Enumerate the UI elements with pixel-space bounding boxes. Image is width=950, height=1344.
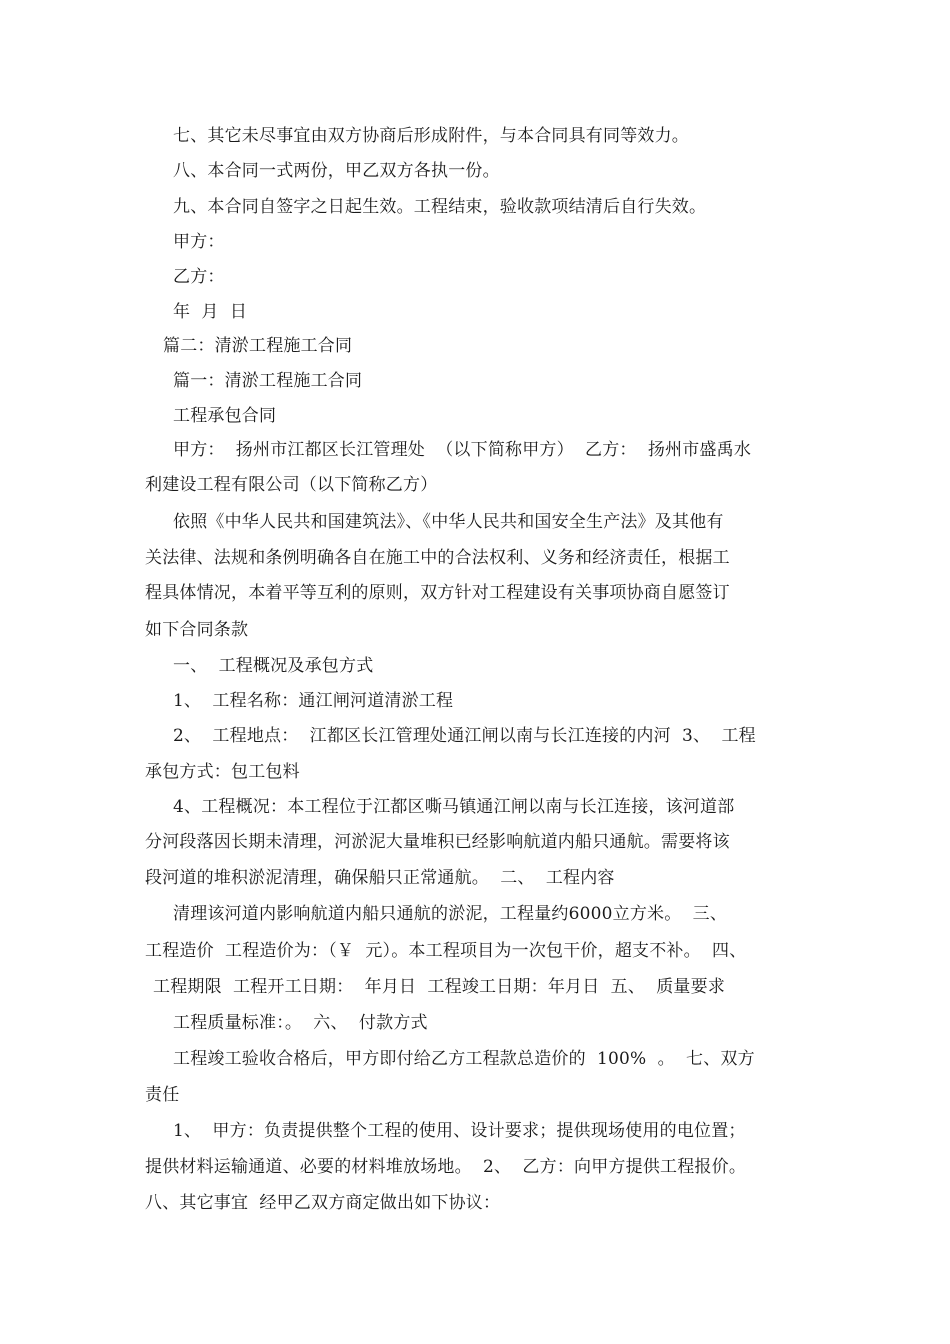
- project-cost: 工程造价 工程造价为：（￥ 元）。本工程项目为一次包干价，超支不补。 四、: [145, 941, 747, 961]
- parties-line-1: 甲方： 扬州市江都区长江管理处 （以下简称甲方） 乙方： 扬州市盛禹水: [173, 440, 752, 460]
- signature-date: 年 月 日: [173, 302, 248, 322]
- preamble-line-1: 依照《中华人民共和国建筑法》、《中华人民共和国安全生产法》及其他有: [173, 512, 724, 532]
- clause-9: 九、本合同自签字之日起生效。工程结束，验收款项结清后自行失效。: [173, 197, 707, 217]
- project-name: 1、 工程名称：通江闸河道清淤工程: [173, 691, 454, 711]
- payment-terms-line-2: 责任: [145, 1085, 180, 1105]
- clause-7: 七、其它未尽事宜由双方协商后形成附件，与本合同具有同等效力。: [173, 126, 689, 146]
- section-1-heading: 一、 工程概况及承包方式: [173, 656, 374, 676]
- project-overview-line-2: 分河段落因长期未清理，河淤泥大量堆积已经影响航道内船只通航。需要将该: [145, 832, 730, 852]
- other-matters: 八、其它事宜 经甲乙双方商定做出如下协议：: [145, 1193, 501, 1213]
- parties-line-2: 利建设工程有限公司（以下简称乙方）: [145, 475, 438, 495]
- quality-standard: 工程质量标准：。 六、 付款方式: [173, 1013, 428, 1033]
- payment-terms-line-1: 工程竣工验收合格后，甲方即付给乙方工程款总造价的 100% 。 七、双方: [173, 1049, 755, 1069]
- preamble-line-2: 关法律、法规和条例明确各自在施工中的合法权利、义务和经济责任，根据工: [145, 548, 730, 568]
- contract-title: 工程承包合同: [173, 406, 277, 426]
- preamble-line-4: 如下合同条款: [145, 620, 249, 640]
- project-overview-line-3: 段河道的堆积淤泥清理，确保船只正常通航。 二、 工程内容: [145, 868, 615, 888]
- project-overview-line-1: 4、工程概况：本工程位于江都区嘶马镇通江闸以南与长江连接，该河道部: [173, 797, 735, 817]
- project-schedule: 工程期限 工程开工日期： 年月日 工程竣工日期：年月日 五、 质量要求: [153, 977, 726, 997]
- work-content: 清理该河道内影响航道内船只通航的淤泥，工程量约6000立方米。 三、: [173, 904, 728, 924]
- party-a-duties: 1、 甲方：负责提供整个工程的使用、设计要求；提供现场使用的电位置；: [173, 1121, 746, 1141]
- party-b-duties: 提供材料运输通道、必要的材料堆放场地。 2、 乙方：向甲方提供工程报价。: [145, 1157, 747, 1177]
- contract-method: 承包方式：包工包料: [145, 762, 300, 782]
- clause-8: 八、本合同一式两份，甲乙双方各执一份。: [173, 161, 500, 181]
- party-b-signature: 乙方：: [173, 267, 225, 287]
- section-heading-part1: 篇一：清淤工程施工合同: [173, 371, 363, 391]
- project-location: 2、 工程地点： 江都区长江管理处通江闸以南与长江连接的内河 3、 工程: [173, 726, 756, 746]
- section-heading-part2: 篇二：清淤工程施工合同: [163, 336, 353, 356]
- party-a-signature: 甲方：: [173, 232, 225, 252]
- preamble-line-3: 程具体情况，本着平等互利的原则，双方针对工程建设有关事项协商自愿签订: [145, 583, 730, 603]
